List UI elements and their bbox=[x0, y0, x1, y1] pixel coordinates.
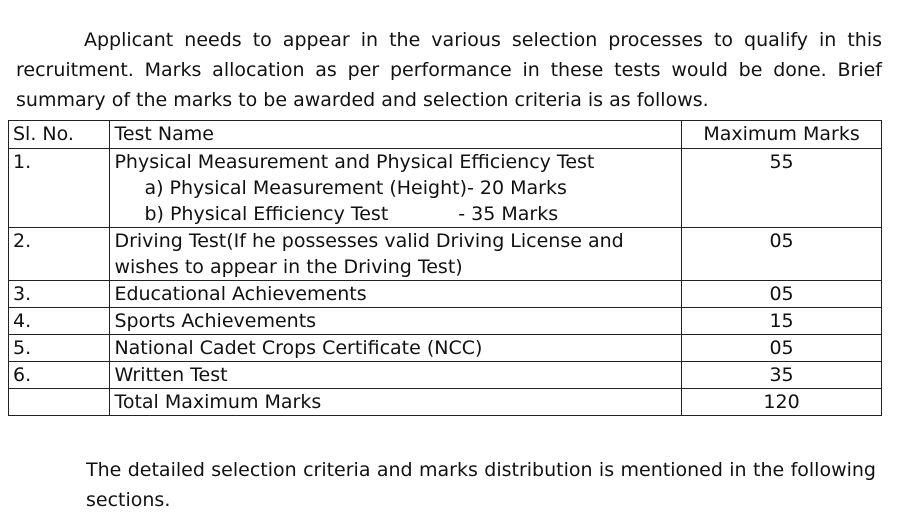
table-row bbox=[9, 281, 882, 308]
sub-item bbox=[114, 175, 677, 201]
header-test-name: Test Name bbox=[110, 121, 682, 149]
sub-item-marks: - 35 Marks bbox=[458, 203, 559, 225]
row-number: 1. bbox=[9, 149, 110, 228]
row-number: 3. bbox=[9, 281, 110, 308]
row-number: 6. bbox=[9, 362, 110, 389]
table-row bbox=[9, 335, 882, 362]
row-max-marks: 05 bbox=[682, 281, 882, 308]
sub-item-label: b) Physical Efficiency Test bbox=[144, 203, 389, 225]
table-header-row bbox=[9, 121, 882, 149]
sub-item bbox=[114, 201, 677, 227]
table-total-row bbox=[9, 389, 882, 416]
row-max-marks: 15 bbox=[682, 308, 882, 335]
row-max-marks: 05 bbox=[682, 228, 882, 281]
total-value: 120 bbox=[682, 389, 882, 416]
header-maximum-marks: Maximum Marks bbox=[682, 121, 882, 149]
sub-item-label: a) Physical Measurement (Height)- 20 Marks bbox=[144, 177, 567, 199]
row-test-name bbox=[110, 149, 682, 228]
row-max-marks: 35 bbox=[682, 362, 882, 389]
row-test-title: Physical Measurement and Physical Efficiency Test bbox=[114, 151, 595, 173]
table-row bbox=[9, 228, 882, 281]
table-row bbox=[9, 308, 882, 335]
row-max-marks: 05 bbox=[682, 335, 882, 362]
table-row bbox=[9, 362, 882, 389]
row-number: 5. bbox=[9, 335, 110, 362]
row-test-name: Driving Test(If he possesses valid Driving License and wishes to appear in the Driving Test) bbox=[110, 228, 682, 281]
intro-paragraph: Applicant needs to appear in the various selection processes to qualify in this recruitment. Marks allocation as per performance in these tests would be done. Brief summary of the marks to be awarded and selection criteria is as follows. bbox=[16, 29, 882, 111]
row-test-name: Educational Achievements bbox=[110, 281, 682, 308]
row-number: 2. bbox=[9, 228, 110, 281]
total-label: Total Maximum Marks bbox=[110, 389, 682, 416]
row-test-name: Sports Achievements bbox=[110, 308, 682, 335]
header-sl-no: Sl. No. bbox=[9, 121, 110, 149]
marks-table bbox=[8, 120, 882, 416]
row-test-name: Written Test bbox=[110, 362, 682, 389]
table-row bbox=[9, 149, 882, 228]
outro-paragraph: The detailed selection criteria and marks distribution is mentioned in the following sections. bbox=[86, 459, 876, 511]
total-empty-cell bbox=[9, 389, 110, 416]
row-test-name: National Cadet Crops Certificate (NCC) bbox=[110, 335, 682, 362]
row-number: 4. bbox=[9, 308, 110, 335]
row-max-marks: 55 bbox=[682, 149, 882, 228]
